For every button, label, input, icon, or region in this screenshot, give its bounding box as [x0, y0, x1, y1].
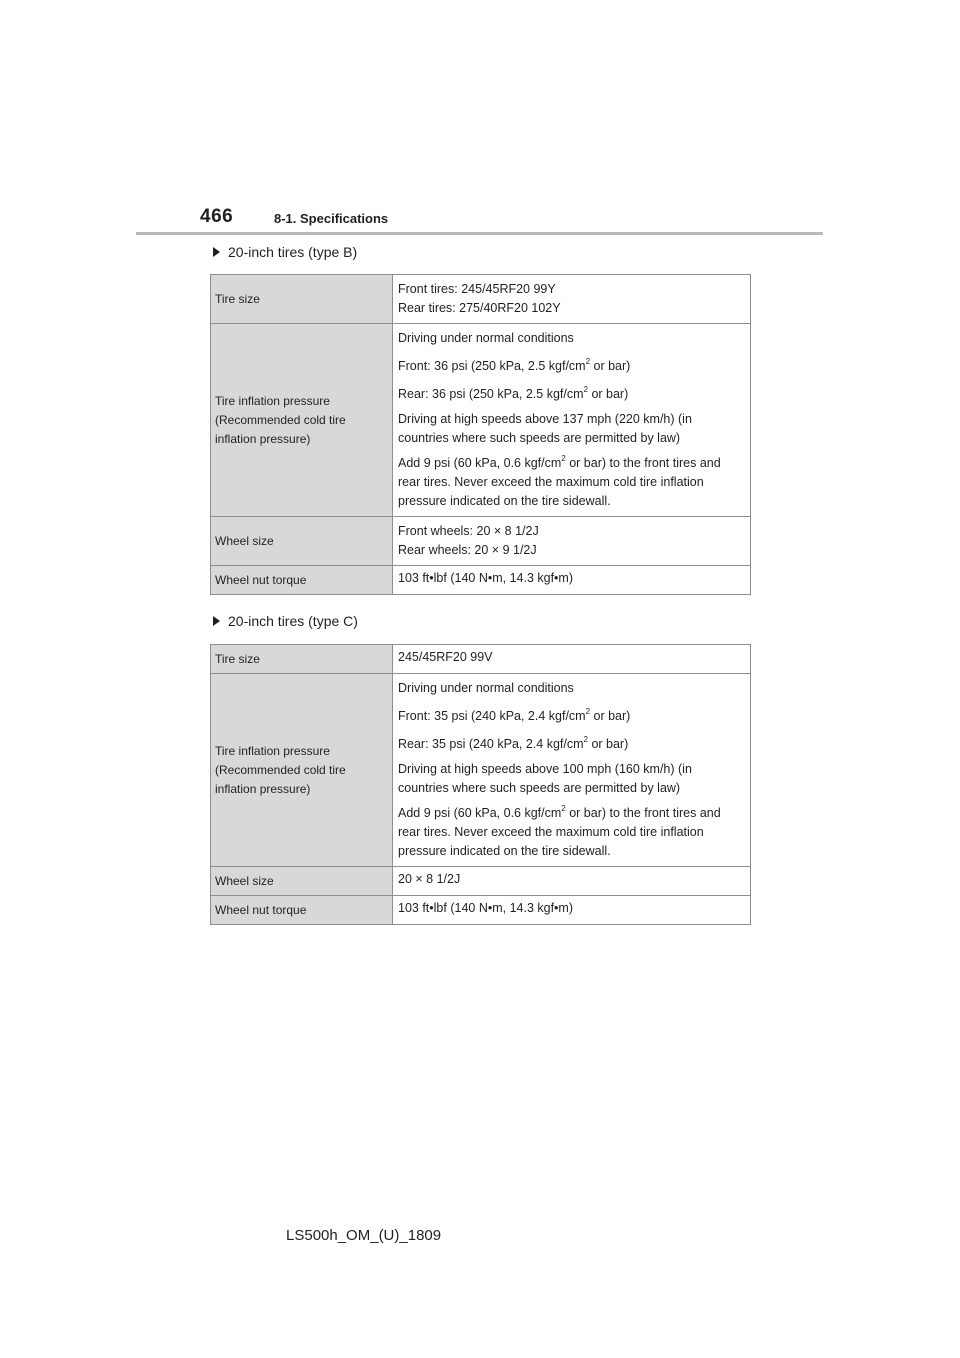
- row-label: Tire inflation pressure (Recommended cold tire inflation pressure): [211, 324, 393, 517]
- row-label: Wheel nut torque: [211, 566, 393, 595]
- table-row-wheel-nut-torque: [211, 566, 751, 595]
- spec-table-type-c: [210, 644, 751, 925]
- table-row-tire-size: [211, 645, 751, 674]
- row-label: Wheel size: [211, 517, 393, 566]
- row-value: 20 × 8 1/2J: [393, 867, 751, 896]
- row-value: Front tires: 245/45RF20 99Y Rear tires: 275/40RF20 102Y: [393, 275, 751, 324]
- section-title: 8-1. Specifications: [274, 211, 389, 226]
- row-label: Tire inflation pressure (Recommended cold tire inflation pressure): [211, 674, 393, 867]
- table-row-tire-size: [211, 275, 751, 324]
- row-label: Wheel size: [211, 867, 393, 896]
- header-rule: [136, 232, 823, 235]
- table-row-wheel-nut-torque: [211, 896, 751, 925]
- document-code: LS500h_OM_(U)_1809: [286, 1227, 442, 1244]
- heading-text: 20-inch tires (type C): [228, 613, 358, 629]
- row-value: 245/45RF20 99V: [393, 645, 751, 674]
- table-row-inflation-pressure: [211, 324, 751, 517]
- row-value: 103 ft•lbf (140 N•m, 14.3 kgf•m): [393, 566, 751, 595]
- row-label: Tire size: [211, 645, 393, 674]
- row-label: Tire size: [211, 275, 393, 324]
- row-value: Driving under normal conditions Front: 36 psi (250 kPa, 2.5 kgf/$cm^2$ or bar) Rear: 36 psi (250 kPa, 2.5 kgf/$cm^2$ or bar) Driving at high speeds above 137 mph (220 km/h) (in countries where such speeds are permitted by law) Add 9 psi (60 kPa, 0.6 kgf/$cm^2$ or bar) to the front tires and rear tires. Never exceed the maximum cold tire inflation pressure indicated on the tire sidewall.: [393, 324, 751, 517]
- row-value: 103 ft•lbf (140 N•m, 14.3 kgf•m): [393, 896, 751, 925]
- table-row-inflation-pressure: [211, 674, 751, 867]
- triangle-bullet-icon: [213, 247, 220, 257]
- row-value: Front wheels: 20 × 8 1/2J Rear wheels: 20 × 9 1/2J: [393, 517, 751, 566]
- triangle-bullet-icon: [213, 616, 220, 626]
- row-value: Driving under normal conditions Front: 35 psi (240 kPa, 2.4 kgf/$cm^2$ or bar) Rear: 35 psi (240 kPa, 2.4 kgf/$cm^2$ or bar) Driving at high speeds above 100 mph (160 km/h) (in countries where such speeds are permitted by law) Add 9 psi (60 kPa, 0.6 kgf/$cm^2$ or bar) to the front tires and rear tires. Never exceed the maximum cold tire inflation pressure indicated on the tire sidewall.: [393, 674, 751, 867]
- table-row-wheel-size: [211, 867, 751, 896]
- section-heading-type-b: [213, 244, 357, 260]
- row-label: Wheel nut torque: [211, 896, 393, 925]
- page-header: [200, 206, 820, 234]
- page-number: 466: [200, 206, 234, 227]
- spec-table-type-b: [210, 274, 751, 595]
- section-heading-type-c: [213, 613, 358, 629]
- heading-text: 20-inch tires (type B): [228, 244, 358, 260]
- table-row-wheel-size: [211, 517, 751, 566]
